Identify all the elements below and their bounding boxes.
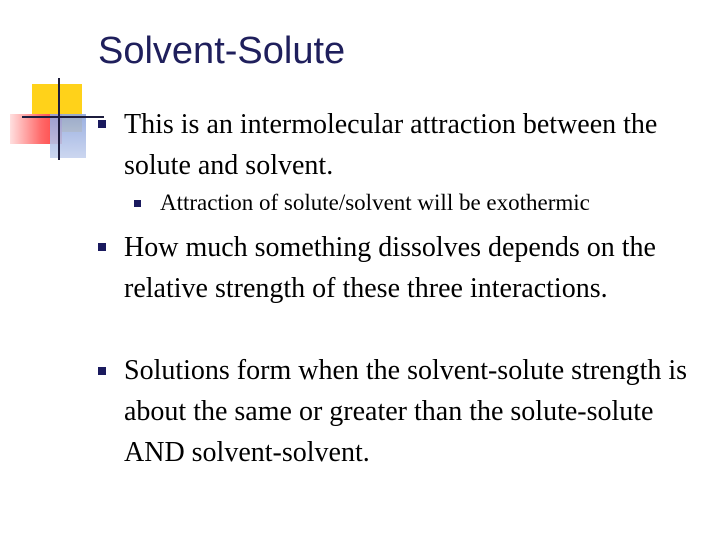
- bullet-3-text: Solutions form when the solvent-solute strength is about the same or greater than the solute-solute AND solvent-solvent.: [124, 355, 688, 468]
- bullet-2-text: How much something dissolves depends on the relative strength of these three interactions.: [124, 232, 656, 304]
- bullet-marker-3: [98, 367, 106, 375]
- slide-title: Solvent-Solute: [98, 30, 346, 72]
- bullet-marker-2: [98, 243, 106, 251]
- bullet-marker-1: [98, 120, 106, 128]
- sub-bullet-1-text: Attraction of solute/solvent will be exothermic: [160, 190, 590, 215]
- bullet-1-text: This is an intermolecular attraction between the solute and solvent.: [124, 109, 658, 181]
- sub-bullet-marker-1: [134, 200, 141, 207]
- logo-vertical-line: [58, 78, 60, 160]
- logo-horizontal-line: [22, 116, 104, 118]
- logo-blue-square: [50, 114, 86, 158]
